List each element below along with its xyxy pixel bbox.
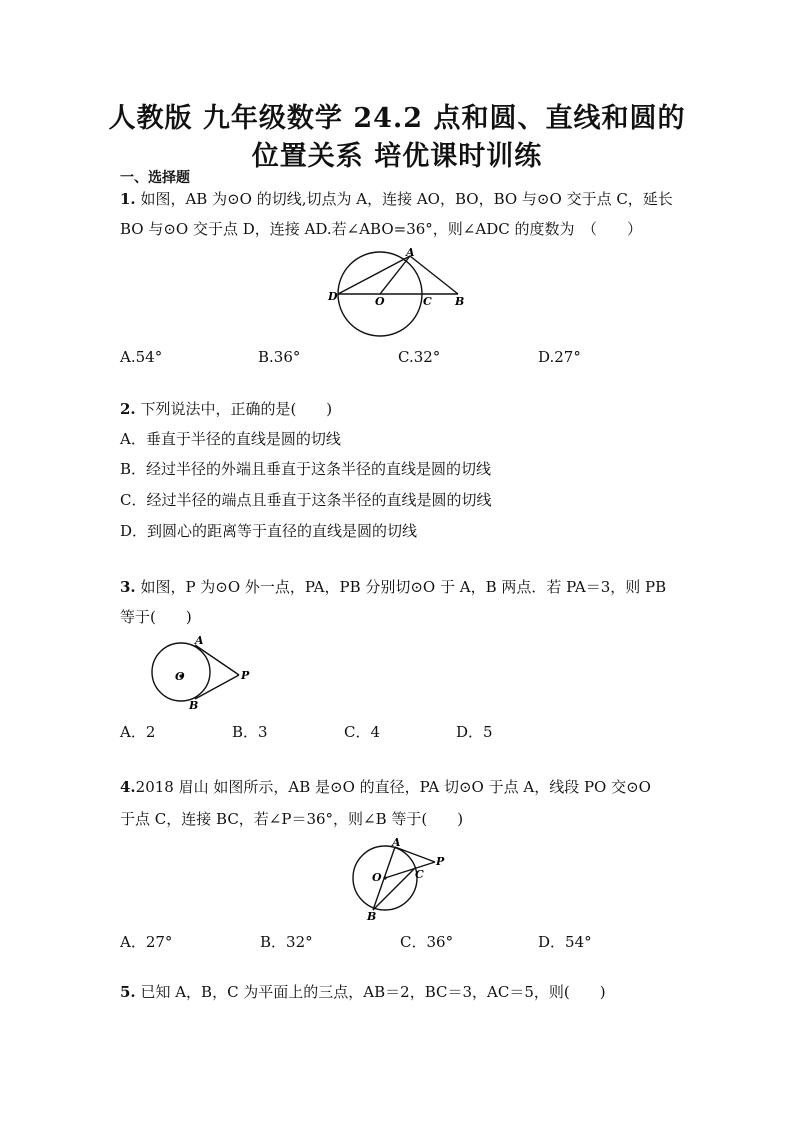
q3-line-1	[120, 576, 666, 597]
q5-text: 已知 A，B，C 为平面上的三点，AB＝2，BC＝3，AC＝5，则( )	[135, 983, 606, 1001]
q3-option-b: B．3	[232, 723, 268, 741]
q1-label-O: O	[375, 295, 385, 308]
q1-line-2: BO 与⊙O 交于点 D，连接 AD.若∠ABO=36°，则∠ADC 的度数为 （ ）	[120, 220, 642, 238]
q1-label-A: A	[406, 246, 415, 259]
q2-option-d: D．到圆心的距离等于直径的直线是圆的切线	[120, 522, 418, 540]
q4-label-P: P	[436, 855, 445, 868]
q4-label-C: C	[415, 868, 424, 881]
section-heading: 一、选择题	[120, 170, 190, 186]
q1-line-1	[120, 188, 673, 209]
title-line-2: 位置关系 培优课时训练	[251, 141, 543, 172]
q4-label-B: B	[367, 910, 377, 923]
q1-figure	[320, 246, 480, 346]
q4-label-A: A	[392, 836, 401, 849]
q2-stem	[120, 398, 332, 419]
q4-label-O: O	[372, 871, 382, 884]
q1-label-C: C	[423, 295, 432, 308]
q5-stem	[120, 981, 606, 1002]
q3-label-B: B	[189, 699, 199, 712]
q3-text-1: 如图，P 为⊙O 外一点，PA，PB 分别切⊙O 于 A，B 两点．若 PA＝3，则 PB	[135, 578, 667, 596]
q1-option-b: B.36°	[258, 348, 301, 366]
q4-option-a: A．27°	[120, 933, 173, 951]
q3-option-d: D．5	[456, 723, 493, 741]
q3-line-2: 等于( )	[120, 608, 192, 626]
q3-label-P: P	[241, 669, 250, 682]
title-line-1: 人教版 九年级数学 24.2 点和圆、直线和圆的	[108, 103, 686, 134]
q3-label-A: A	[195, 634, 204, 647]
q2-option-c: C．经过半径的端点且垂直于这条半径的直线是圆的切线	[120, 491, 492, 509]
q2-number: 2.	[120, 400, 136, 418]
q3-label-O: O	[175, 670, 185, 683]
q1-text-1: 如图，AB 为⊙O 的切线,切点为 A，连接 AO，BO，BO 与⊙O 交于点 C，延长	[135, 190, 673, 208]
q3-figure	[145, 632, 260, 712]
q1-number: 1.	[120, 190, 136, 208]
q3-option-c: C．4	[344, 723, 381, 741]
q1-option-a: A.54°	[120, 348, 163, 366]
q4-number: 4.	[120, 778, 136, 796]
q2-text: 下列说法中，正确的是( )	[135, 400, 333, 418]
q4-line-2: 于点 C，连接 BC，若∠P＝36°，则∠B 等于( )	[120, 810, 464, 828]
q3-option-a: A．2	[120, 723, 156, 741]
q1-option-c: C.32°	[398, 348, 441, 366]
q4-text-1: 2018 眉山 如图所示，AB 是⊙O 的直径，PA 切⊙O 于点 A，线段 PO 交⊙O	[135, 778, 651, 796]
q1-label-D: D	[328, 290, 338, 303]
q3-number: 3.	[120, 578, 136, 596]
q4-option-b: B．32°	[260, 933, 313, 951]
q2-option-b: B．经过半径的外端且垂直于这条半径的直线是圆的切线	[120, 460, 492, 478]
q4-figure	[345, 836, 455, 922]
q4-option-c: C．36°	[400, 933, 454, 951]
q1-label-B: B	[455, 295, 465, 308]
q4-line-1	[120, 776, 651, 797]
q4-option-d: D．54°	[538, 933, 592, 951]
q2-option-a: A．垂直于半径的直线是圆的切线	[120, 430, 341, 448]
q1-option-d: D.27°	[538, 348, 581, 366]
q5-number: 5.	[120, 983, 136, 1001]
